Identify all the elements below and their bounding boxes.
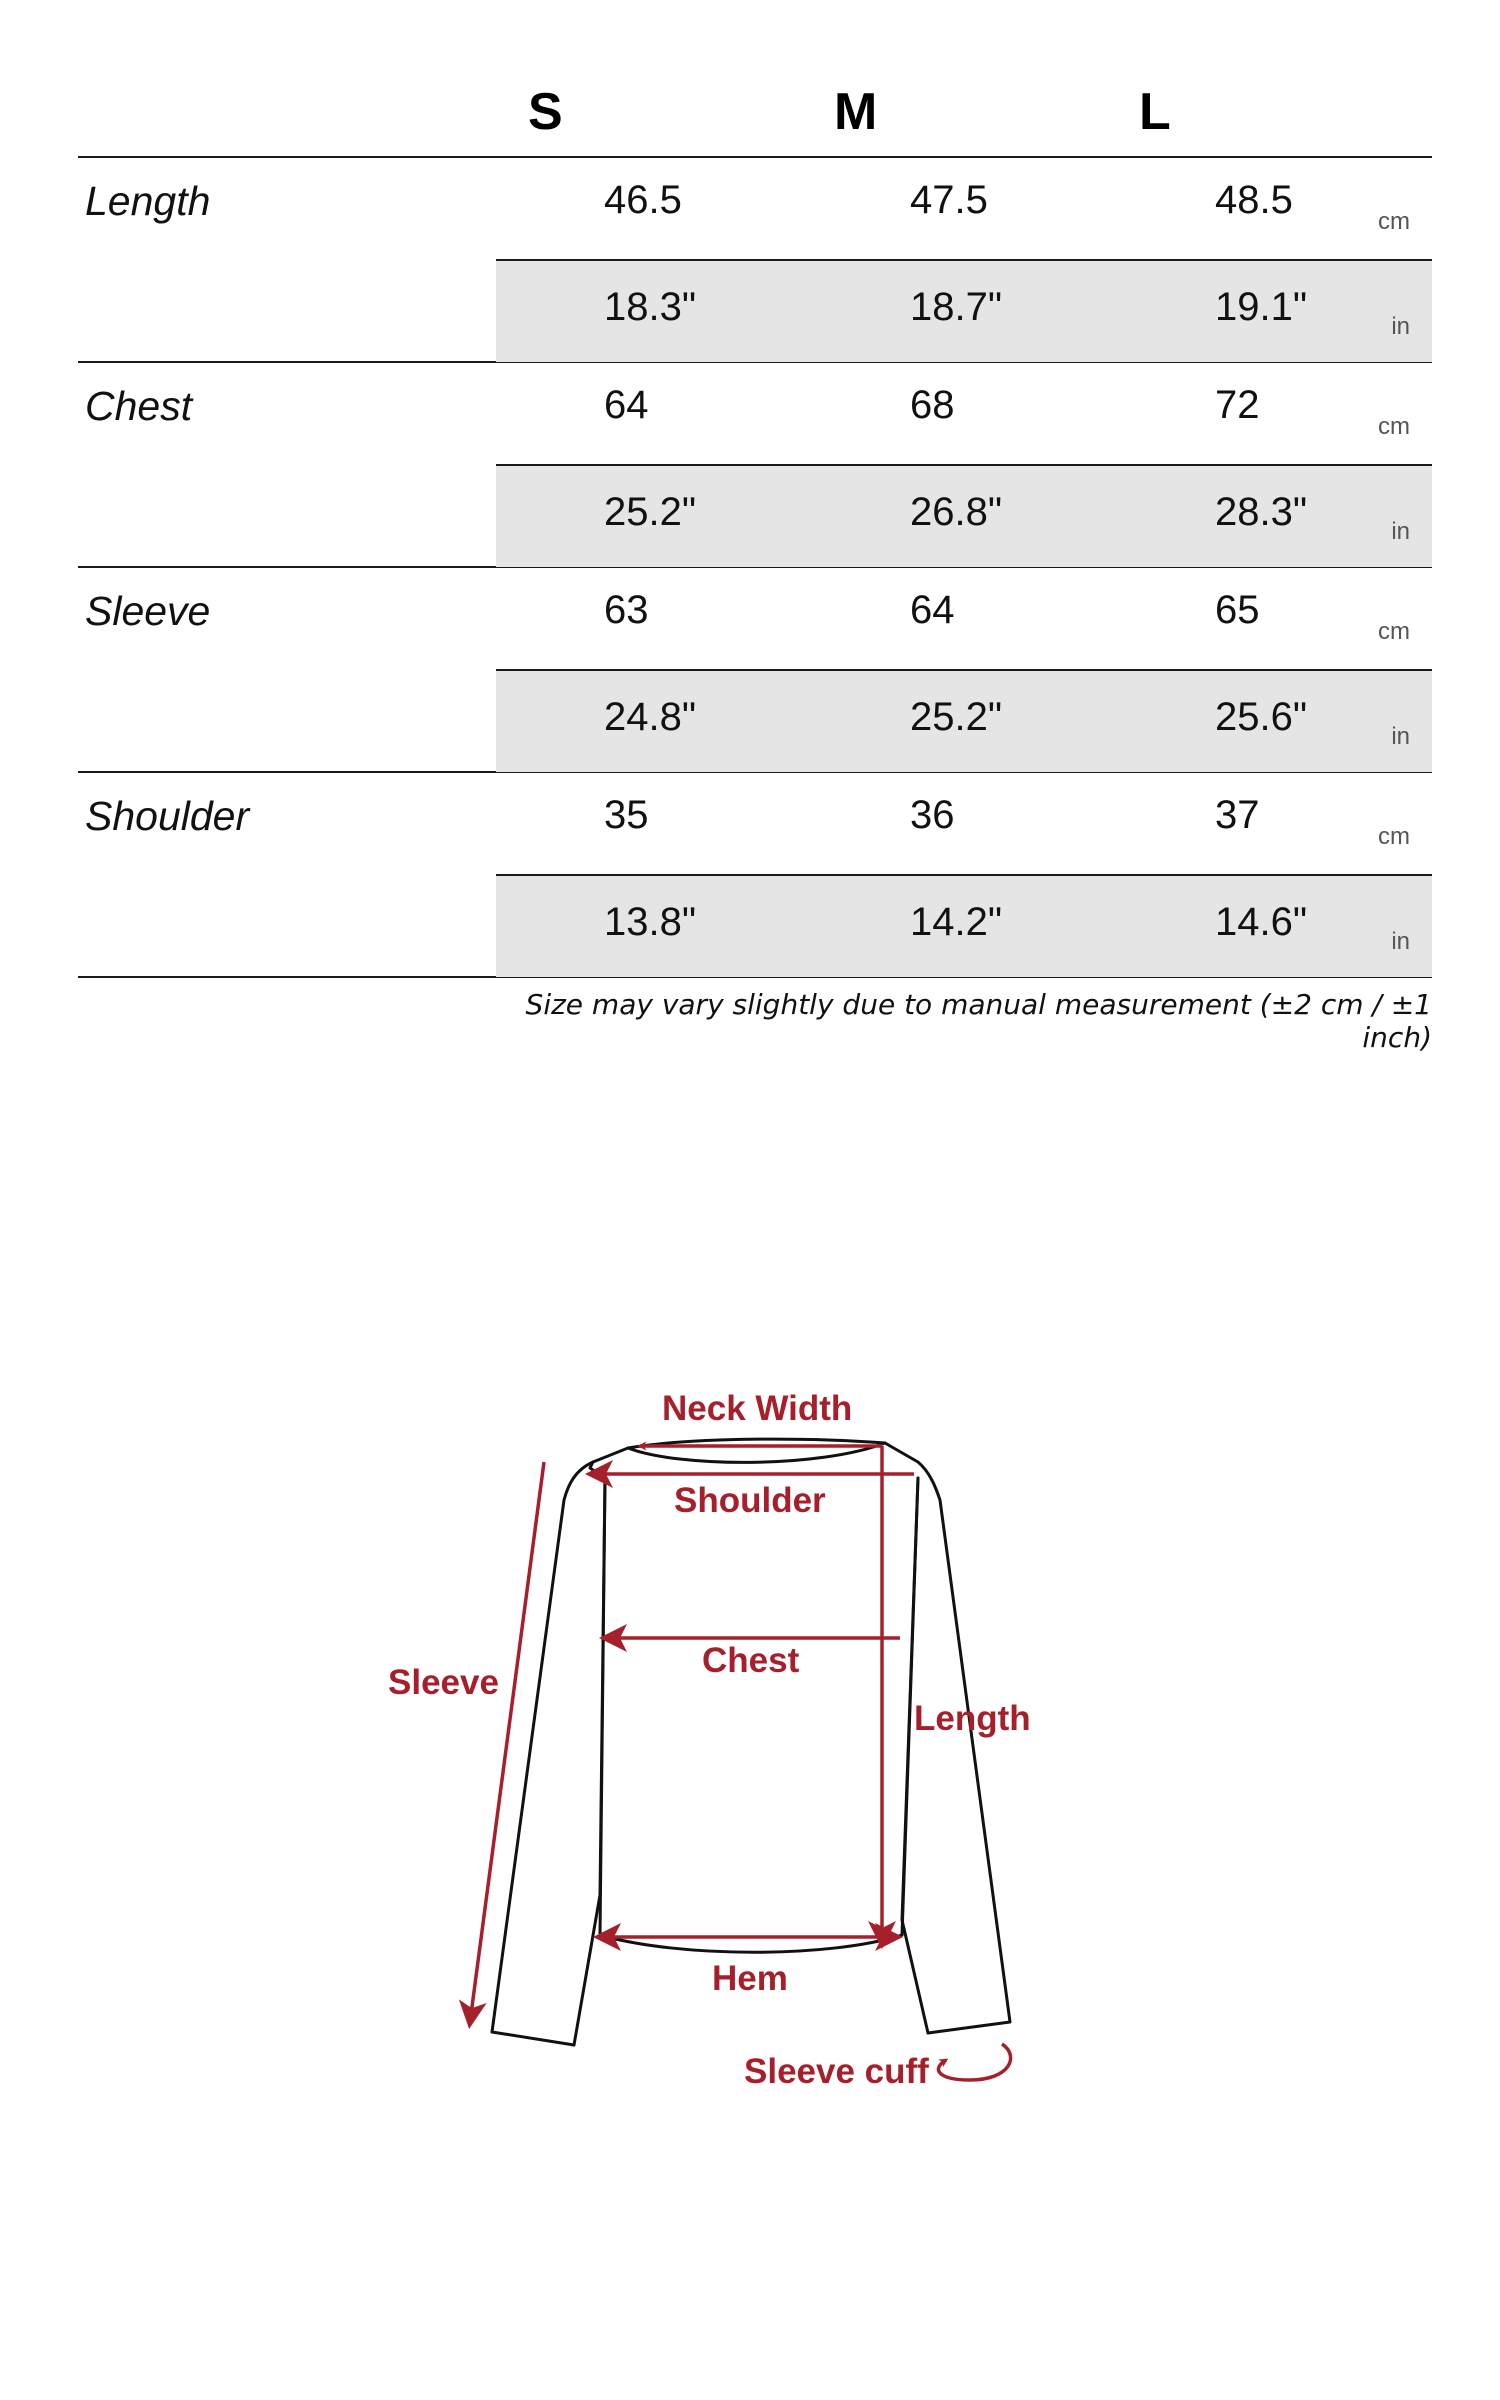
value-cell: 26.8" [910, 490, 1003, 534]
measurement-label: Chest [85, 383, 193, 429]
value-cell: 25.2" [910, 695, 1003, 739]
value-cell: 24.8" [604, 695, 697, 739]
chest-label: Chest [702, 1641, 800, 1680]
right-cuff [928, 2022, 1010, 2033]
value-cell: 48.5 [1215, 178, 1293, 222]
left-cuff [492, 2032, 574, 2045]
size-column-l: L [1139, 83, 1171, 141]
measurement-label: Sleeve [85, 588, 211, 634]
value-cell: 64 [910, 588, 955, 632]
value-cell: 19.1" [1215, 285, 1308, 329]
shoulder-label: Shoulder [674, 1481, 826, 1520]
size-column-m: M [834, 83, 878, 141]
sleeve-cuff-arrow [938, 2044, 1010, 2080]
unit-label-in: in [1391, 313, 1410, 340]
hem-label: Hem [712, 1959, 788, 1998]
value-cell: 63 [604, 588, 649, 632]
value-cell: 18.3" [604, 285, 697, 329]
value-cell: 36 [910, 793, 955, 837]
value-cell: 72 [1215, 383, 1260, 427]
sleeve-arrow [470, 1462, 544, 2022]
value-cell: 18.7" [910, 285, 1003, 329]
right-sleeve-inner [902, 1478, 928, 2033]
value-cell: 64 [604, 383, 649, 427]
value-cell: 25.2" [604, 490, 697, 534]
value-cell: 25.6" [1215, 695, 1308, 739]
diagram-labels [388, 1389, 1031, 2091]
value-cell: 28.3" [1215, 490, 1308, 534]
value-cell: 13.8" [604, 900, 697, 944]
value-cell: 37 [1215, 793, 1260, 837]
value-cell: 35 [604, 793, 649, 837]
value-cell: 65 [1215, 588, 1260, 632]
sleeve-label: Sleeve [388, 1663, 499, 1702]
unit-label-in: in [1391, 928, 1410, 955]
measurement-label: Length [85, 178, 211, 224]
measurement-note: Size may vary slightly due to manual measurement (±2 cm / ±1 inch) [525, 988, 1432, 1054]
unit-label-cm: cm [1378, 823, 1410, 850]
value-cell: 46.5 [604, 178, 682, 222]
unit-label-in: in [1391, 723, 1410, 750]
length-label: Length [914, 1699, 1031, 1738]
value-cell: 68 [910, 383, 955, 427]
unit-label-cm: cm [1378, 618, 1410, 645]
unit-label-cm: cm [1378, 413, 1410, 440]
value-cell: 14.6" [1215, 900, 1308, 944]
neck-width-label: Neck Width [662, 1389, 853, 1428]
sleeve-cuff-label: Sleeve cuff [744, 2052, 929, 2091]
unit-label-cm: cm [1378, 208, 1410, 235]
garment-outline [492, 1439, 1010, 2045]
value-cell: 14.2" [910, 900, 1003, 944]
measurement-label: Shoulder [85, 793, 250, 839]
right-sleeve-outer [940, 1500, 1010, 2022]
right-shoulder [885, 1443, 940, 1500]
size-column-s: S [528, 83, 563, 141]
value-cell: 47.5 [910, 178, 988, 222]
unit-label-in: in [1391, 518, 1410, 545]
left-sleeve-inner [574, 1462, 605, 2045]
